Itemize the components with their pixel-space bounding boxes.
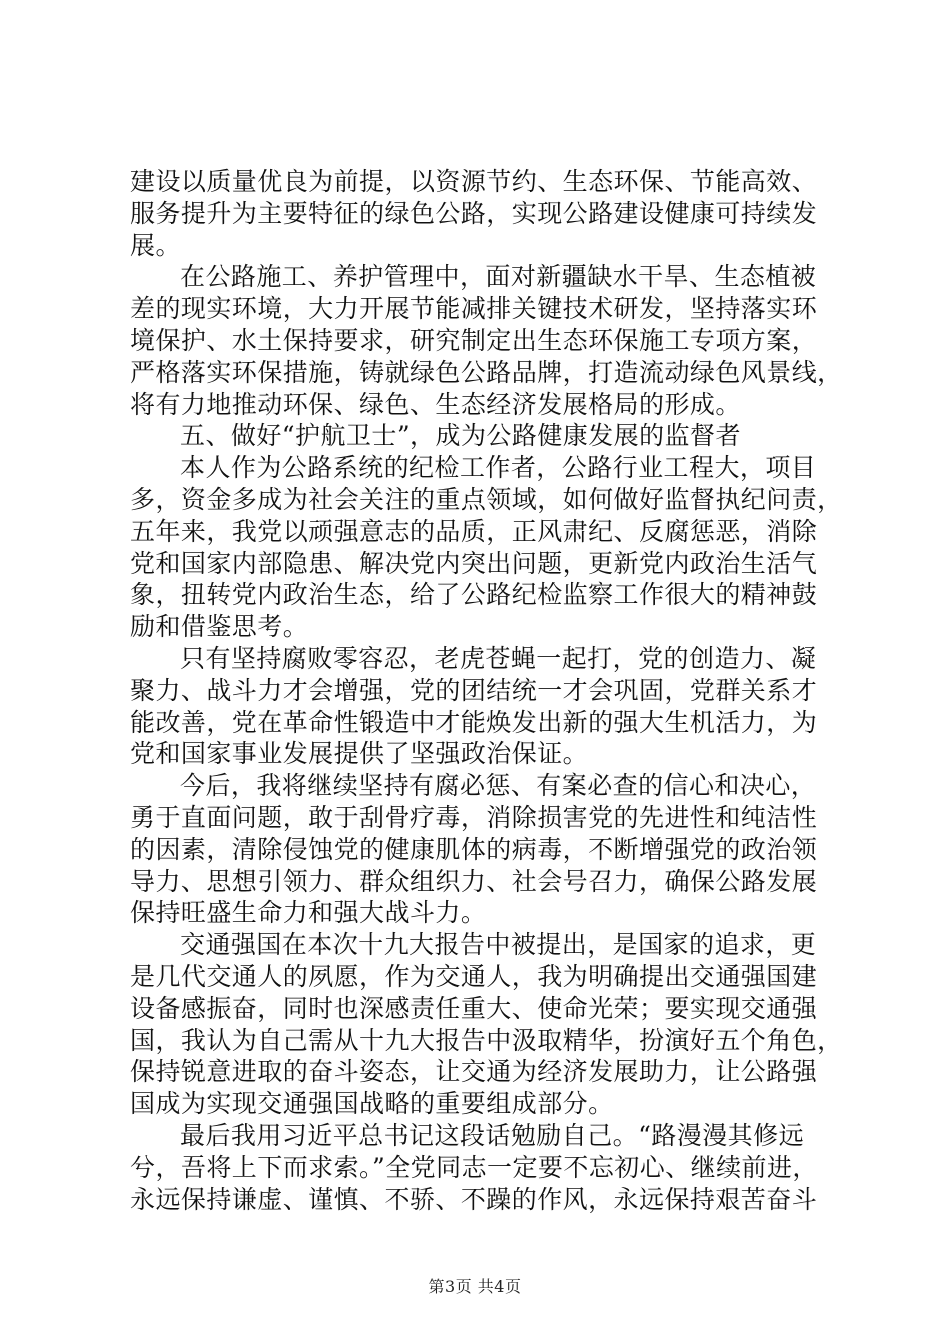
text-line: 将有力地推动环保、绿色、生态经济发展格局的形成。 [130,389,741,419]
text-line: 勇于直面问题，敢于刮骨疗毒，消除损害党的先进性和纯洁性 [130,802,818,832]
text-line: 党和国家内部隐患、解决党内突出问题，更新党内政治生活气 [130,548,818,578]
text-line: 今后，我将继续坚持有腐必惩、有案必查的信心和决心， [180,771,817,801]
text-line: 导力、思想引领力、群众组织力、社会号召力，确保公路发展 [130,866,818,896]
text-line: 保持旺盛生命力和强大战斗力。 [130,898,487,928]
text-line: 差的现实环境，大力开展节能减排关键技术研发，坚持落实环 [130,294,818,324]
text-line: 本人作为公路系统的纪检工作者，公路行业工程大，项目 [180,453,817,483]
document-body [130,166,843,1215]
text-line: 最后我用习近平总书记这段话勉励自己。“路漫漫其修远 [180,1120,805,1150]
text-line: 交通强国在本次十九大报告中被提出，是国家的追求，更 [180,930,817,960]
text-line: 保持锐意进取的奋斗姿态，让交通为经济发展助力，让公路强 [130,1057,818,1087]
text-line: 国成为实现交通强国战略的重要组成部分。 [130,1089,614,1119]
text-line: 象，扭转党内政治生态，给了公路纪检监察工作很大的精神鼓 [130,580,818,610]
text-line: 兮，吾将上下而求索。”全党同志一定要不忘初心、继续前进， [130,1152,818,1182]
text-line: 是几代交通人的夙愿，作为交通人，我为明确提出交通强国建 [130,961,818,991]
text-line: 展。 [130,230,181,260]
text-line: 在公路施工、养护管理中，面对新疆缺水干旱、生态植被 [180,262,817,292]
text-line: 国，我认为自己需从十九大报告中汲取精华，扮演好五个角色， [130,1025,843,1055]
text-line: 只有坚持腐败零容忍，老虎苍蝇一起打，党的创造力、凝 [180,643,817,673]
text-line: 多，资金多成为社会关注的重点领域，如何做好监督执纪问责， [130,484,843,514]
text-line: 党和国家事业发展提供了坚强政治保证。 [130,739,589,769]
text-line: 能改善，党在革命性锻造中才能焕发出新的强大生机活力，为 [130,707,818,737]
text-line: 五年来，我党以顽强意志的品质，正风肃纪、反腐惩恶，消除 [130,516,818,546]
text-line: 境保护、水土保持要求，研究制定出生态环保施工专项方案， [130,325,818,355]
text-line: 的因素，清除侵蚀党的健康肌体的病毒，不断增强党的政治领 [130,834,818,864]
text-line: 五、做好“护航卫士”，成为公路健康发展的监督者 [180,421,741,451]
text-line: 严格落实环保措施，铸就绿色公路品牌，打造流动绿色风景线， [130,357,843,387]
text-line: 永远保持谦虚、谨慎、不骄、不躁的作风，永远保持艰苦奋斗 [130,1184,818,1214]
page-footer: 第3页 共4页 [428,1277,522,1296]
text-line: 设备感振奋，同时也深感责任重大、使命光荣；要实现交通强 [130,993,818,1023]
text-line: 励和借鉴思考。 [130,612,309,642]
text-line: 聚力、战斗力才会增强，党的团结统一才会巩固，党群关系才 [130,675,818,705]
text-line: 建设以质量优良为前提，以资源节约、生态环保、节能高效、 [130,167,818,196]
text-line: 服务提升为主要特征的绿色公路，实现公路建设健康可持续发 [130,198,818,228]
